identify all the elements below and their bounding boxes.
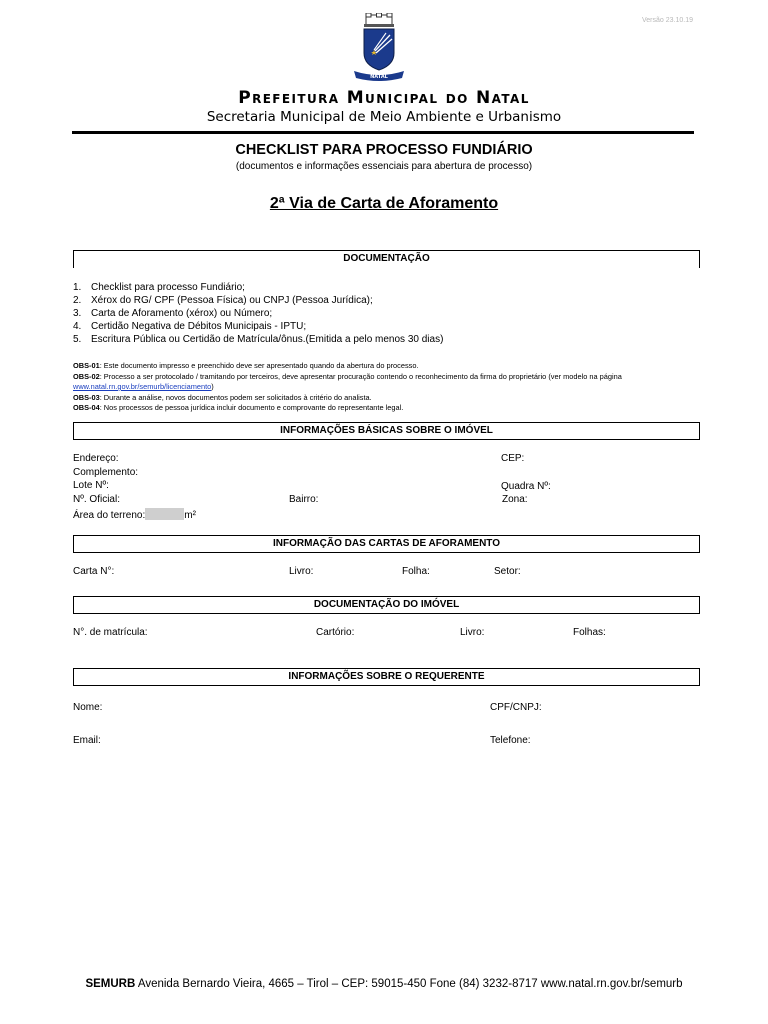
list-item: 4. Certidão Negativa de Débitos Municipais - IPTU;	[73, 321, 307, 332]
area-field	[73, 508, 196, 521]
natal-crest-logo	[348, 13, 410, 83]
lote-label: Lote Nº:	[73, 480, 109, 491]
doc-livro-label: Livro:	[460, 627, 485, 638]
endereco-label: Endereço:	[73, 453, 119, 464]
org-subtitle: Secretaria Municipal de Meio Ambiente e Urbanismo	[206, 109, 562, 125]
section-cartas: INFORMAÇÃO DAS CARTAS DE AFORAMENTO	[73, 535, 700, 553]
obs-02: OBS-02: Processo a ser protocolado / tramitando por terceiros, deve apresentar procuração contendo o reconhecimento da firma do proprietário (ver modelo na página www.natal.rn.gov.br/semurb/licenciamento)	[73, 371, 622, 391]
doc-subtitle: (documentos e informações essenciais para abertura de processo)	[235, 161, 533, 172]
obs-04: OBS-04: Nos processos de pessoa jurídica incluir documento e comprovante do representante legal.	[73, 403, 404, 412]
section-documentacao: DOCUMENTAÇÃO	[73, 250, 700, 268]
footer-address: Avenida Bernardo Vieira, 4665 – Tirol – CEP: 59015-450 Fone (84) 3232-8717 www.natal.rn.gov.br/semurb	[137, 978, 683, 990]
header-rule	[72, 131, 694, 134]
list-item: 1. Checklist para processo Fundiário;	[73, 282, 245, 293]
email-label: Email:	[73, 735, 101, 746]
oficial-label: Nº. Oficial:	[73, 494, 120, 505]
cartorio-label: Cartório:	[316, 627, 355, 638]
footer-org: SEMURB	[85, 978, 136, 990]
nome-label: Nome:	[73, 702, 103, 713]
matricula-label: N°. de matrícula:	[73, 627, 148, 638]
obs-03: OBS-03: Durante a análise, novos documentos podem ser solicitados à critério do analista.	[73, 392, 372, 402]
area-label: Área do terreno:	[73, 510, 146, 521]
zona-label: Zona:	[502, 494, 528, 505]
service-title: 2ª Via de Carta de Aforamento	[269, 195, 499, 212]
setor-label: Setor:	[494, 566, 521, 577]
doc-title: CHECKLIST PARA PROCESSO FUNDIÁRIO	[235, 142, 533, 158]
area-input[interactable]	[145, 508, 184, 520]
cpf-label: CPF/CNPJ:	[490, 702, 542, 713]
folha-label: Folha:	[402, 566, 430, 577]
org-title: Prefeitura Municipal do Natal	[238, 88, 530, 108]
section-requerente: INFORMAÇÕES SOBRE O REQUERENTE	[73, 668, 700, 686]
licenciamento-link[interactable]: www.natal.rn.gov.br/semurb/licenciamento	[73, 382, 212, 391]
list-item: 2. Xérox do RG/ CPF (Pessoa Física) ou CNPJ (Pessoa Jurídica);	[73, 295, 373, 306]
documents-list	[73, 281, 700, 346]
section-doc-imovel: DOCUMENTAÇÃO DO IMÓVEL	[73, 596, 700, 614]
obs-01: OBS-01: Este documento impresso e preenchido deve ser apresentado quando da abertura do processo.	[73, 361, 419, 370]
cep-label: CEP:	[501, 453, 525, 464]
list-item: 3. Carta de Aforamento (xérox) ou Número;	[73, 308, 273, 319]
livro-label: Livro:	[289, 566, 314, 577]
area-unit: m²	[184, 510, 196, 521]
observations	[73, 361, 713, 414]
quadra-label: Quadra Nº:	[501, 481, 551, 492]
telefone-label: Telefone:	[490, 735, 531, 746]
list-item: 5. Escritura Pública ou Certidão de Matrícula/ônus.(Emitida a pelo menos 30 dias)	[73, 334, 444, 345]
section-imovel: INFORMAÇÕES BÁSICAS SOBRE O IMÓVEL	[73, 422, 700, 440]
crest-banner-text: NATAL	[370, 74, 388, 80]
carta-label: Carta N°:	[73, 566, 115, 577]
bairro-label: Bairro:	[289, 494, 319, 505]
version-label: Versão 23.10.19	[642, 17, 693, 24]
footer	[0, 978, 768, 990]
complemento-label: Complemento:	[73, 467, 139, 478]
folhas-label: Folhas:	[573, 627, 606, 638]
